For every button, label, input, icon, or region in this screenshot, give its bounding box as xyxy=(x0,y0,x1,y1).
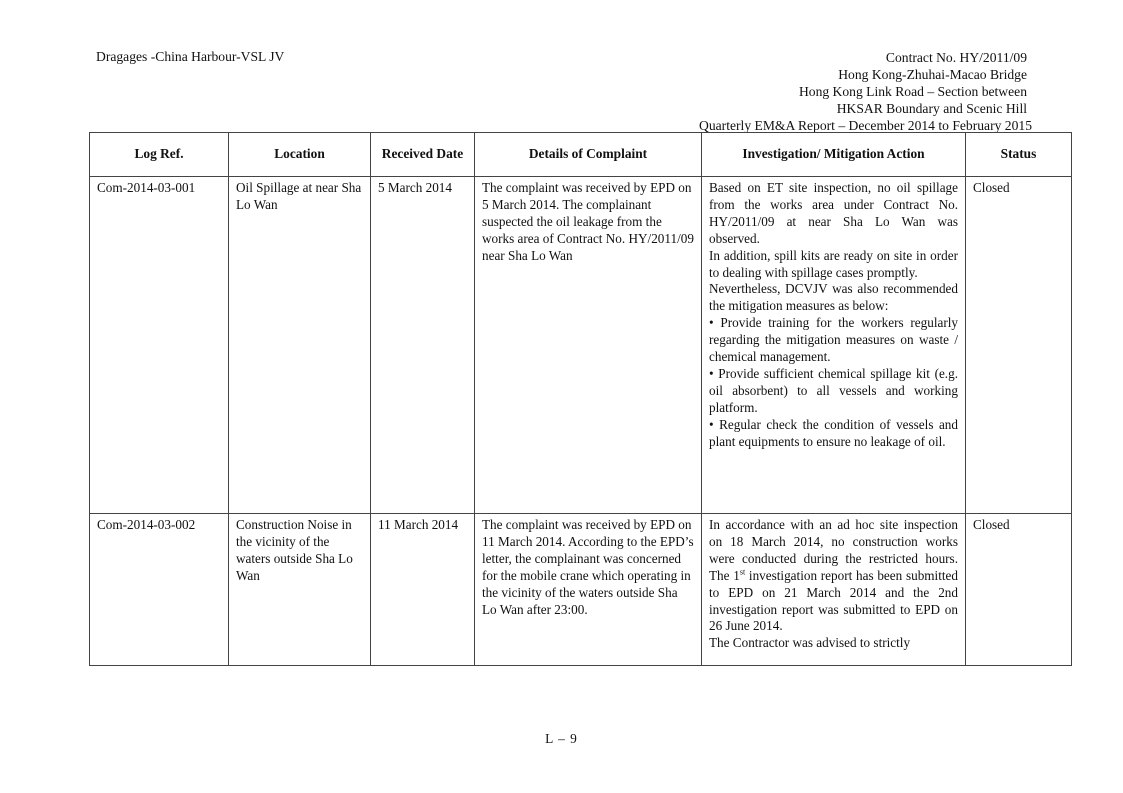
table-row xyxy=(90,514,1072,666)
ordinal-suffix: st xyxy=(739,567,746,577)
header-section: Hong Kong Link Road – Section between xyxy=(798,84,1027,99)
action-bullet: • Provide training for the workers regularly regarding the mitigation measures on waste / chemical management. xyxy=(709,315,958,365)
header-boundary: HKSAR Boundary and Scenic Hill xyxy=(836,101,1027,116)
table-row xyxy=(90,177,1072,514)
action-paragraph: Nevertheless, DCVJV was also recommended the mitigation measures as below: xyxy=(709,281,958,314)
cell-status: Closed xyxy=(966,177,1072,514)
cell-location: Construction Noise in the vicinity of the waters outside Sha Lo Wan xyxy=(229,514,371,666)
action-text: investigation report has been submitted to EPD on 21 March 2014 and the 2nd investigation report was submitted to EPD on 26 June 2014. xyxy=(709,567,958,634)
action-paragraph: In addition, spill kits are ready on site in order to dealing with spillage cases promptly. xyxy=(709,247,958,280)
action-text: In accordance with an ad hoc site inspection on 18 March 2014, no construction works were conducted during the restricted hours. The 1 xyxy=(709,517,958,583)
cell-received-date: 5 March 2014 xyxy=(371,177,475,514)
table-header-row xyxy=(90,133,1072,177)
header-contract-block xyxy=(694,49,1032,134)
cell-received-date: 11 March 2014 xyxy=(371,514,475,666)
col-header-status: Status xyxy=(966,133,1072,177)
header-contract-no: Contract No. HY/2011/09 xyxy=(885,50,1027,65)
action-text: The Contractor was advised to strictly xyxy=(709,635,911,651)
page-number: L – 9 xyxy=(545,731,578,746)
header-company: Dragages -China Harbour-VSL JV xyxy=(96,49,285,64)
cell-log-ref: Com-2014-03-001 xyxy=(90,177,229,514)
header-report-title: Quarterly EM&A Report – December 2014 to February 2015 xyxy=(699,118,1032,133)
cell-location: Oil Spillage at near Sha Lo Wan xyxy=(229,177,371,514)
header-project: Hong Kong-Zhuhai-Macao Bridge xyxy=(838,67,1027,82)
col-header-location: Location xyxy=(229,133,371,177)
cell-action xyxy=(702,177,966,514)
action-bullet: • Provide sufficient chemical spillage kit (e.g. oil absorbent) to all vessels and working platform. xyxy=(709,365,958,415)
col-header-details: Details of Complaint xyxy=(475,133,702,177)
col-header-action: Investigation/ Mitigation Action xyxy=(702,133,966,177)
cell-action xyxy=(702,514,966,666)
complaint-log-table xyxy=(89,132,1072,666)
cell-status: Closed xyxy=(966,514,1072,666)
action-paragraph: Based on ET site inspection, no oil spillage from the works area under Contract No. HY/2011/09 at near Sha Lo Wan was observed. xyxy=(709,180,958,246)
col-header-received-date: Received Date xyxy=(371,133,475,177)
col-header-log-ref: Log Ref. xyxy=(90,133,229,177)
action-bullet: • Regular check the condition of vessels and plant equipments to ensure no leakage of oil. xyxy=(709,416,958,449)
cell-log-ref: Com-2014-03-002 xyxy=(90,514,229,666)
cell-details: The complaint was received by EPD on 11 March 2014. According to the EPD’s letter, the complainant was concerned for the mobile crane which operating in the vicinity of the waters outside Sha Lo Wan after 23:00. xyxy=(475,514,702,666)
cell-details: The complaint was received by EPD on 5 March 2014. The complainant suspected the oil leakage from the works area of Contract No. HY/2011/09 near Sha Lo Wan xyxy=(475,177,702,514)
